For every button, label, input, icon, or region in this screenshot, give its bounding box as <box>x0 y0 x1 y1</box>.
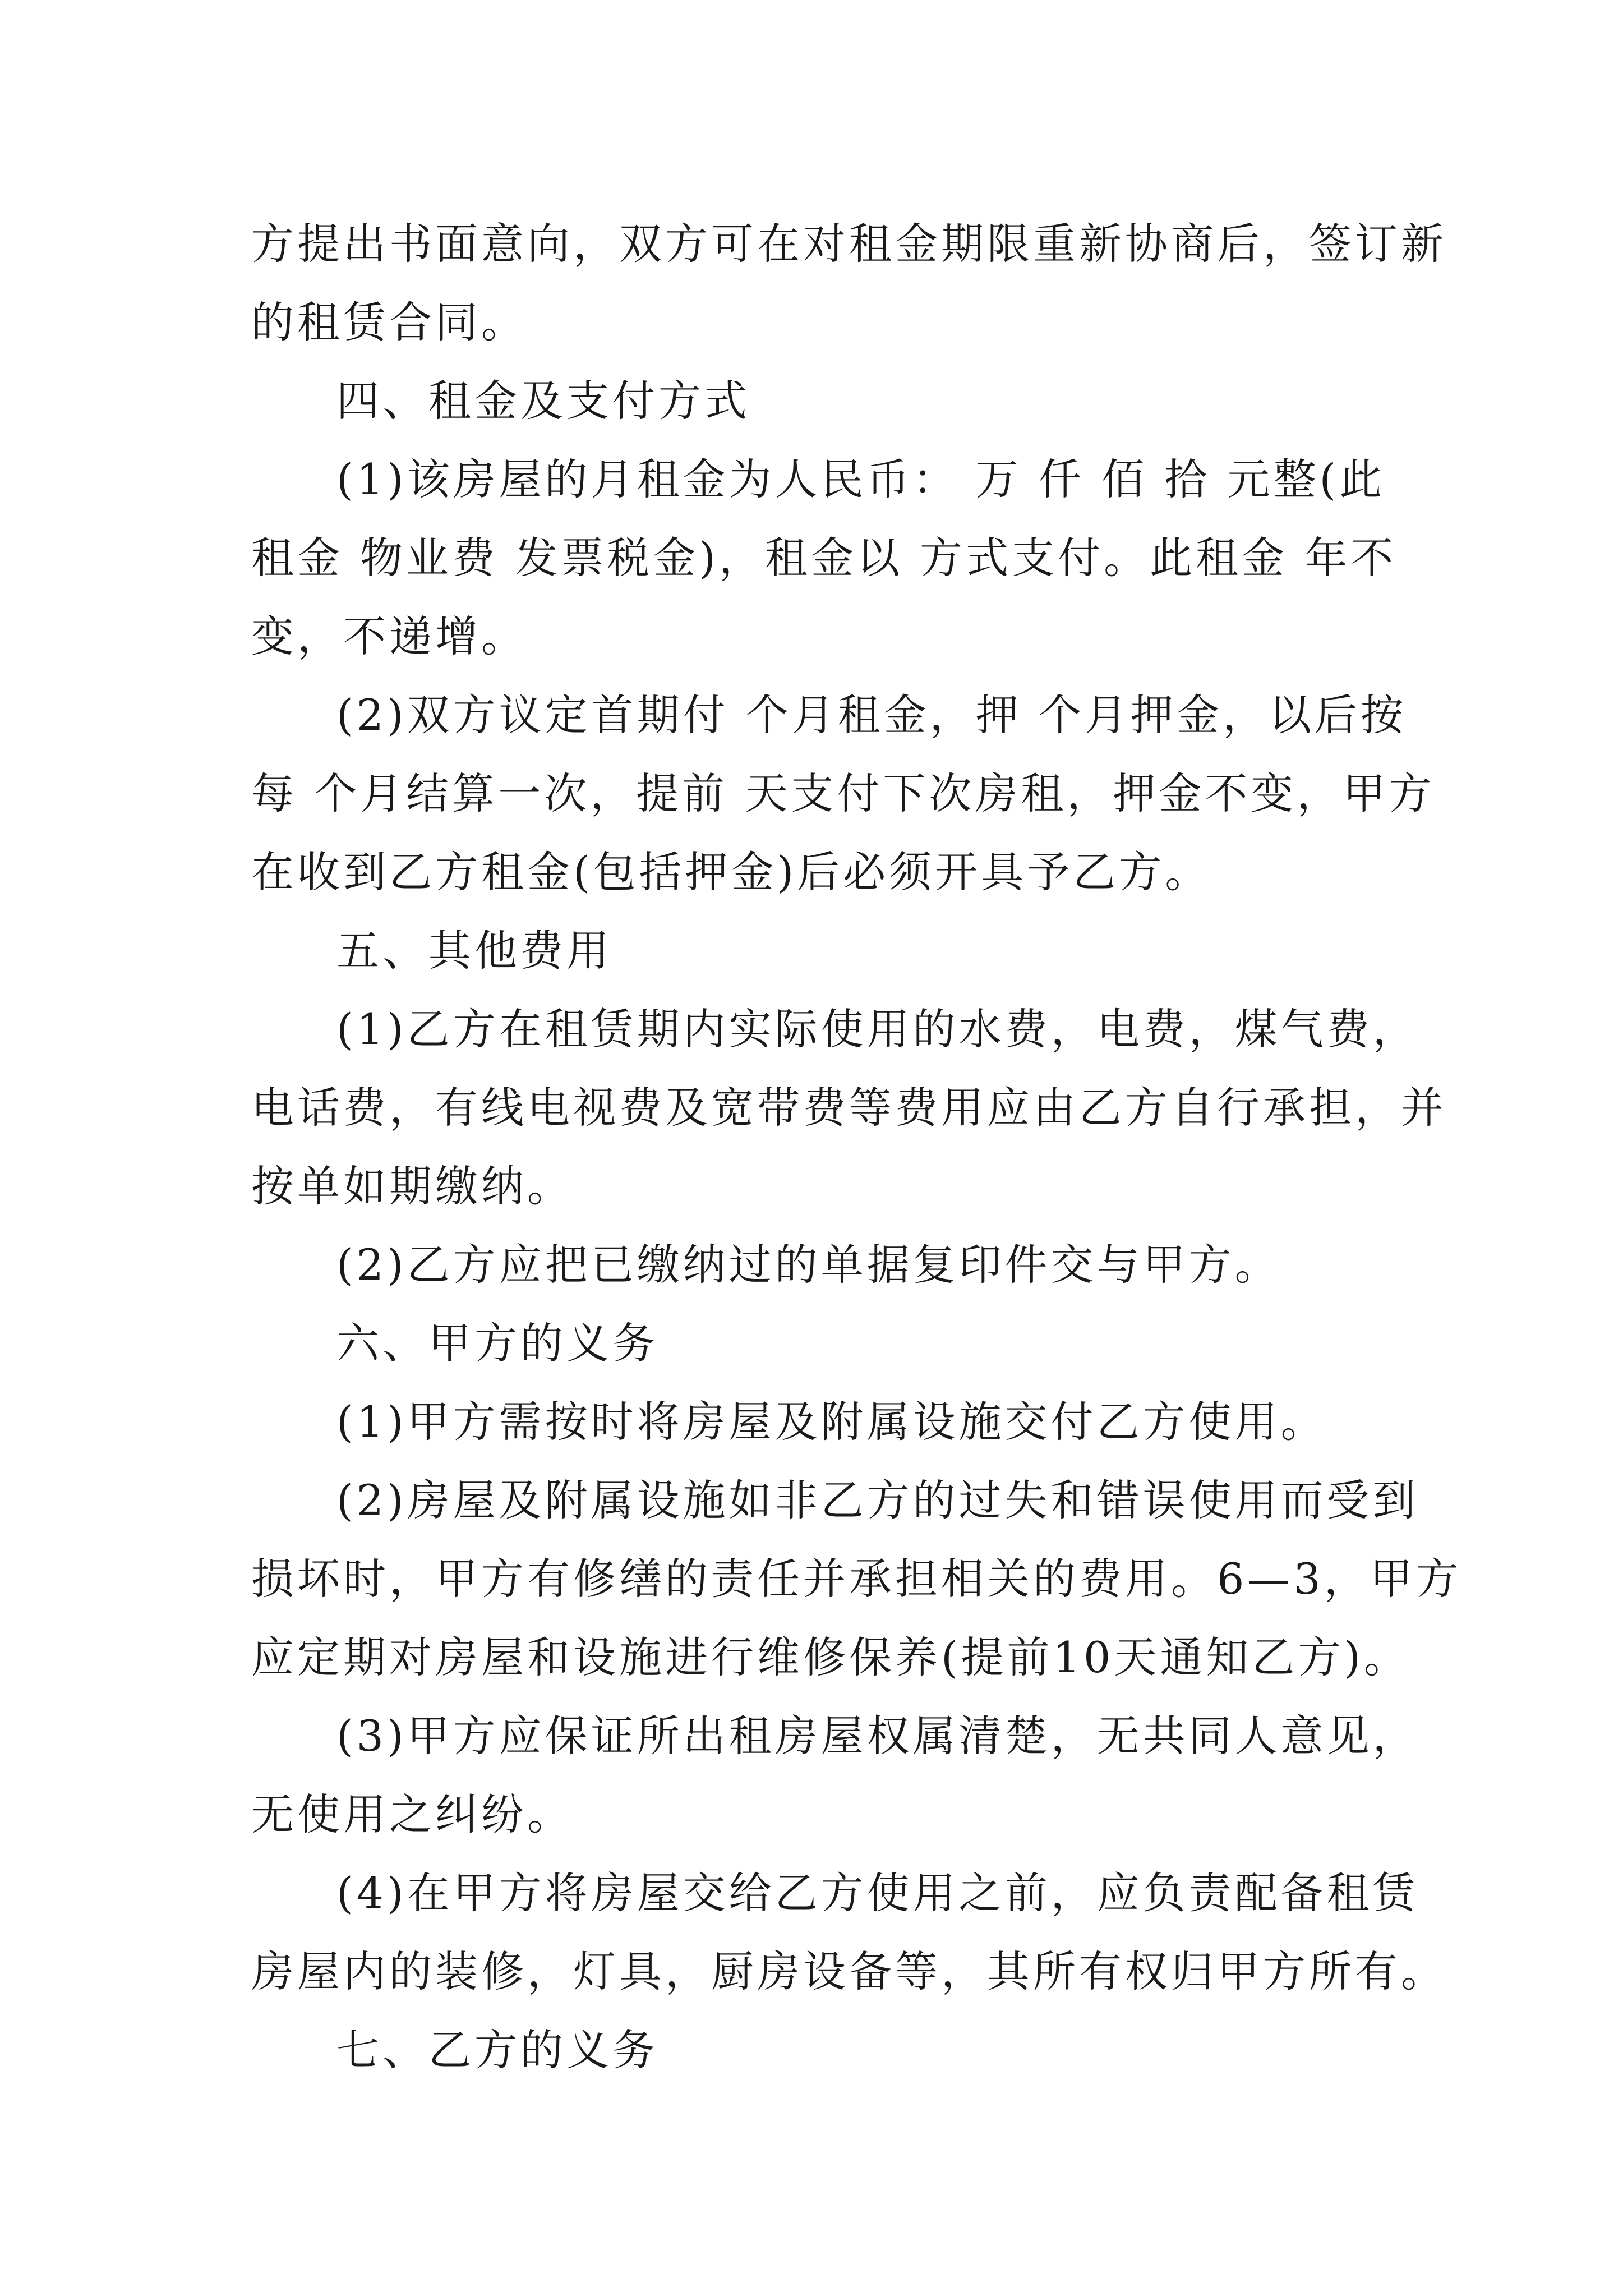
document-line: 房屋内的装修，灯具，厨房设备等，其所有权归甲方所有。 <box>251 1947 1447 1996</box>
document-line: 按单如期缴纳。 <box>251 1161 573 1211</box>
document-body <box>251 205 1462 2090</box>
document-line: (1)乙方在租赁期内实际使用的水费，电费，煤气费， <box>336 1004 1419 1054</box>
document-line: 每 个月结算一次，提前 天支付下次房租，押金不变，甲方 <box>251 769 1435 818</box>
document-line: 电话费，有线电视费及宽带费等费用应由乙方自行承担，并 <box>251 1083 1447 1133</box>
document-line: 无使用之纠纷。 <box>251 1789 573 1839</box>
document-line: (2)双方议定首期付 个月租金，押 个月押金，以后按 <box>336 690 1407 740</box>
document-line: 租金 物业费 发票税金)，租金以 方式支付。此租金 年不 <box>251 533 1397 583</box>
document-line: 六、甲方的义务 <box>336 1318 658 1368</box>
document-line: 四、租金及支付方式 <box>336 376 750 426</box>
document-line: (1)该房屋的月租金为人民币： 万 仟 佰 拾 元整(此 <box>336 454 1386 504</box>
document-line: 变，不递增。 <box>251 611 527 661</box>
document-line: 方提出书面意向，双方可在对租金期限重新协商后，签订新 <box>251 219 1447 269</box>
document-line: 的租赁合同。 <box>251 297 527 347</box>
document-line: (2)乙方应把已缴纳过的单据复印件交与甲方。 <box>336 1240 1281 1290</box>
document-line: (2)房屋及附属设施如非乙方的过失和错误使用而受到 <box>336 1475 1419 1525</box>
document-line: (4)在甲方将房屋交给乙方使用之前，应负责配备租赁 <box>336 1868 1419 1918</box>
document-line: 七、乙方的义务 <box>336 2025 658 2075</box>
document-line: (3)甲方应保证所出租房屋权属清楚，无共同人意见， <box>336 1711 1419 1761</box>
document-line: 应定期对房屋和设施进行维修保养(提前10天通知乙方)。 <box>251 1632 1410 1682</box>
document-line: 五、其他费用 <box>336 926 612 976</box>
document-line: 损坏时，甲方有修缮的责任并承担相关的费用。6—3，甲方 <box>251 1554 1462 1604</box>
document-line: (1)甲方需按时将房屋及附属设施交付乙方使用。 <box>336 1397 1327 1447</box>
document-line: 在收到乙方租金(包括押金)后必须开具予乙方。 <box>251 847 1211 897</box>
